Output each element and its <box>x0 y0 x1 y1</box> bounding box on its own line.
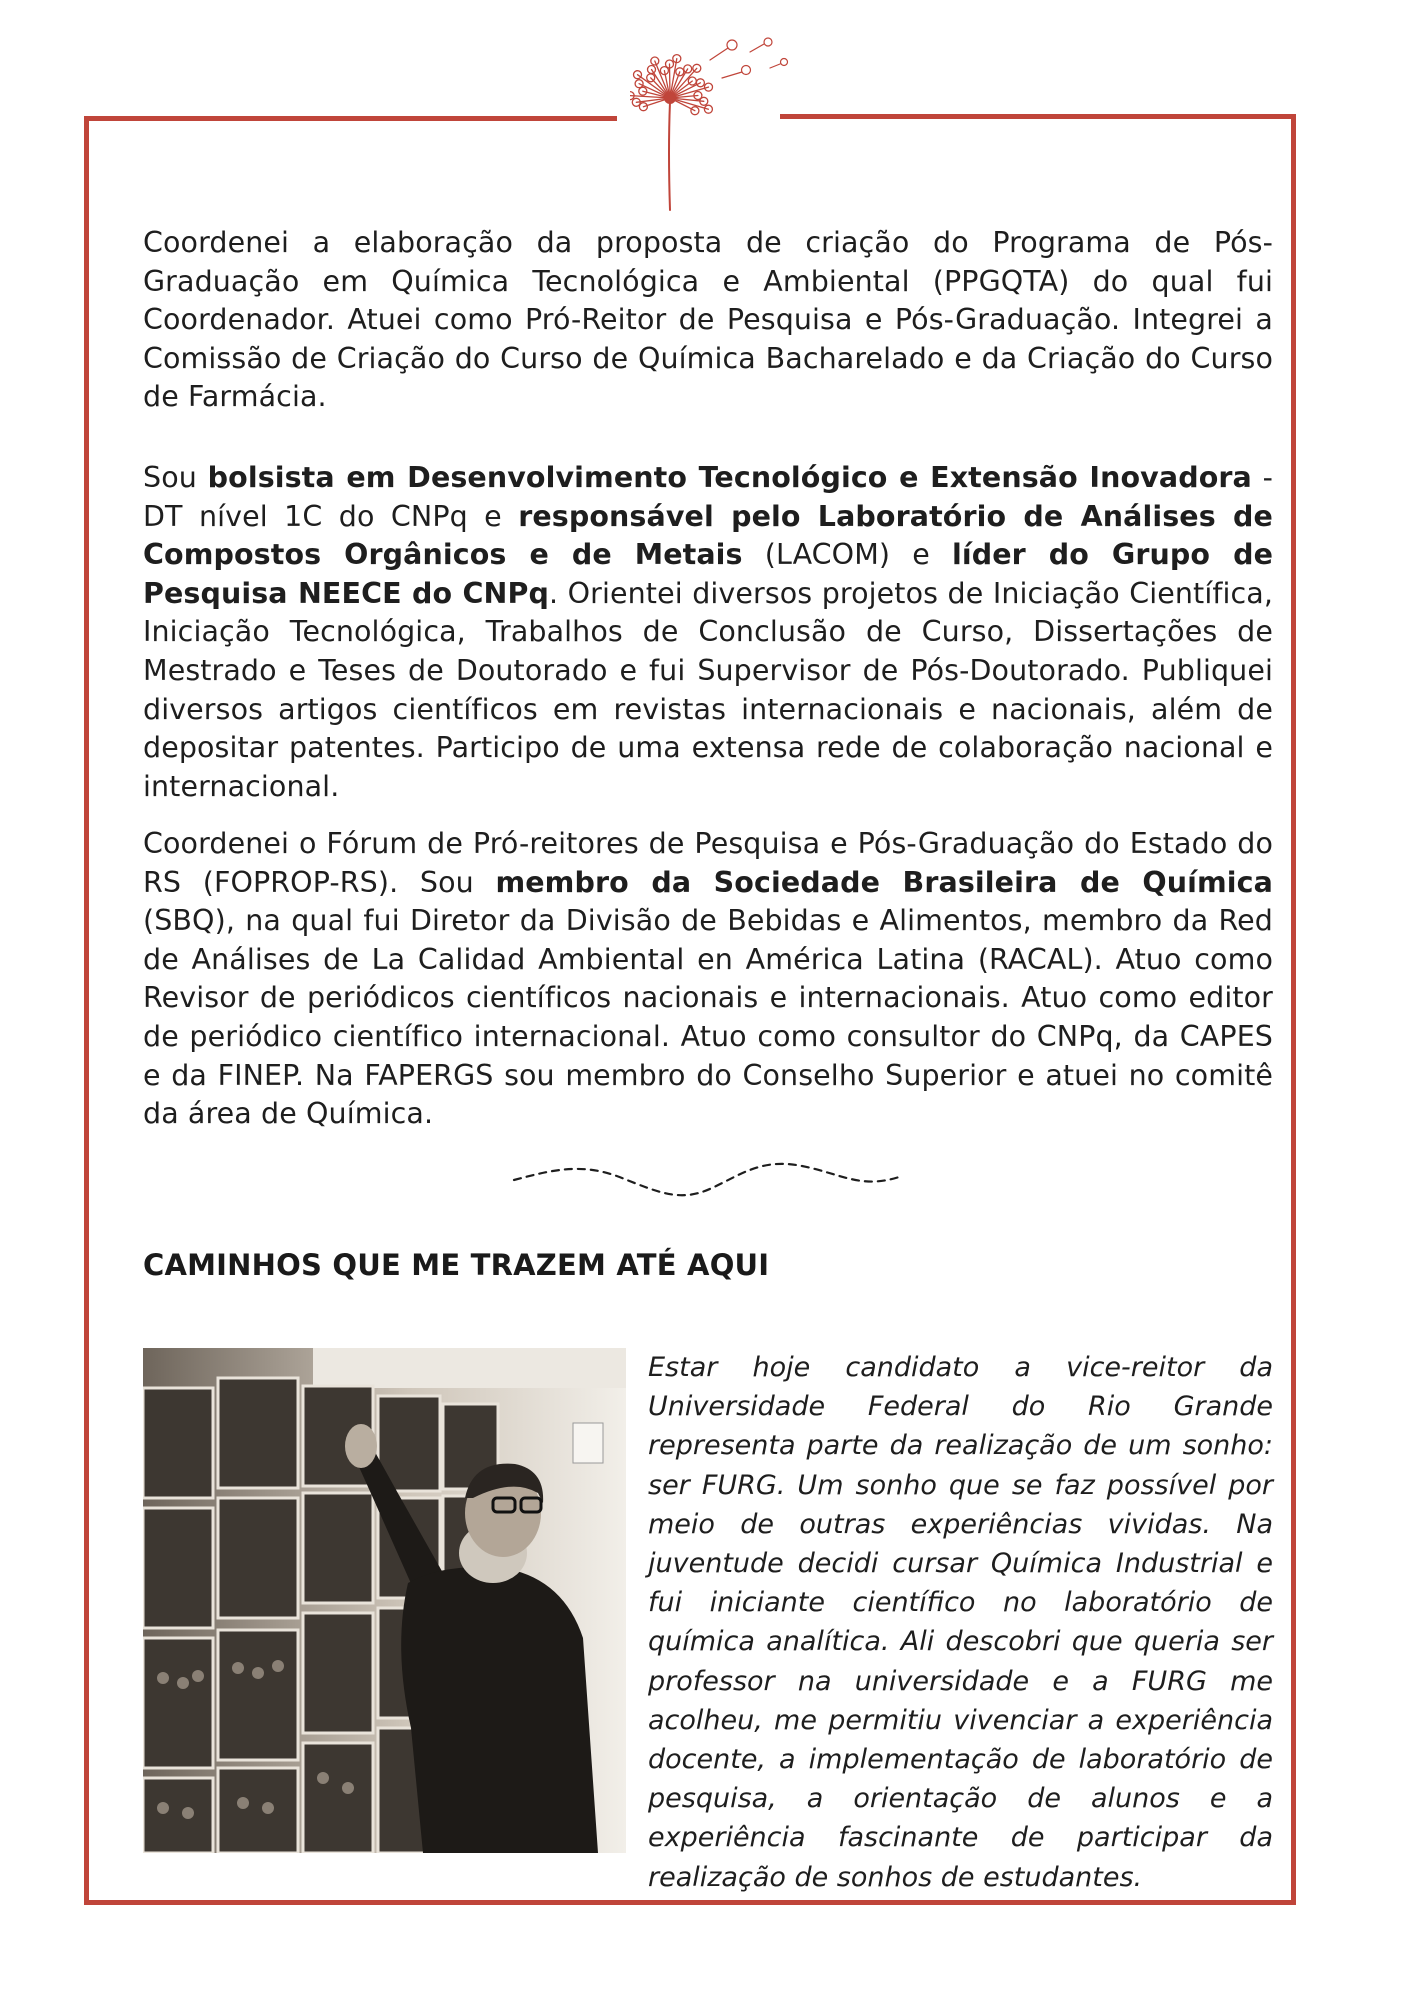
p3-bold-sbq: membro da Sociedade Brasileira de Química <box>495 865 1273 899</box>
frame-top-right <box>780 114 1296 119</box>
section-title: CAMINHOS QUE ME TRAZEM ATÉ AQUI <box>143 1248 770 1282</box>
p2-text-4: . Orientei diversos projetos de Iniciação Científica, Iniciação Tecnológica, Trabalhos de Conclusão de Curso, Dissertações de Mestrado e Teses de Doutorado e fui Supervisor de Pós-Doutorado. Publiquei diversos artigos científicos em revistas internacionais e nacionais, além de depositar patentes. Participo de uma extensa rede de colaboração nacional e internacional. <box>143 576 1273 803</box>
frame-right <box>1291 114 1296 1905</box>
p2-bold-lab: responsável pelo Laboratório de Análises de Compostos Orgânicos e de Metais <box>143 499 1273 572</box>
paragraph-memberships <box>143 825 1273 1134</box>
p3-text-1: Coordenei o Fórum de Pró-reitores de Pesquisa e Pós-Graduação do Estado do RS (FOPROP-RS). Sou <box>143 827 1273 899</box>
portrait-photo <box>143 1348 626 1853</box>
p2-text-1: Sou <box>143 461 208 494</box>
paragraph-research <box>143 459 1273 806</box>
p2-text-3: (LACOM) e <box>742 538 952 572</box>
p2-text-2: - DT nível 1C do CNPq e <box>143 461 1273 533</box>
story-paragraph: Estar hoje candidato a vice-reitor da Universidade Federal do Rio Grande representa parte da realização de um sonho: ser FURG. Um sonho que se faz possível por meio de outras experiências vividas. Na juventude decidi cursar Química Industrial e fui iniciante científico no laboratório de química analítica. Ali descobri que queria ser professor na universidade e a FURG me acolheu, me permitiu vivenciar a experiência docente, a implementação de laboratório de pesquisa, a orientação de alunos e a experiência fascinante de participar da realização de sonhos de estudantes. <box>648 1352 1273 1893</box>
frame-bottom <box>84 1900 1296 1905</box>
dashed-wave-divider <box>512 1150 904 1210</box>
p3-text-2: (SBQ), na qual fui Diretor da Divisão de Bebidas e Alimentos, membro da Red de Análises de La Calidad Ambiental en América Latina (RACAL). Atuo como Revisor de periódicos científicos nacionais e internacionais. Atuo como editor de periódico científico internacional. Atuo como consultor do CNPq, da CAPES e da FINEP. Na FAPERGS sou membro do Conselho Superior e atuei no comitê da área de Química. <box>143 904 1273 1131</box>
dandelion-icon <box>630 20 830 215</box>
p2-bold-scholarship: bolsista em Desenvolvimento Tecnológico e Extensão Inovadora <box>207 461 1252 494</box>
paragraph-coordination: Coordenei a elaboração da proposta de criação do Programa de Pós-Graduação em Química Tecnológica e Ambiental (PPGQTA) do qual fui Coordenador. Atuei como Pró-Reitor de Pesquisa e Pós-Graduação. Integrei a Comissão de Criação do Curso de Química Bacharelado e da Criação do Curso de Farmácia. <box>143 226 1273 414</box>
frame-top-left <box>84 116 617 121</box>
frame-left <box>84 116 89 1905</box>
p2-bold-group: líder do Grupo de Pesquisa NEECE do CNPq <box>143 538 1273 610</box>
photo-illustration <box>143 1348 626 1853</box>
